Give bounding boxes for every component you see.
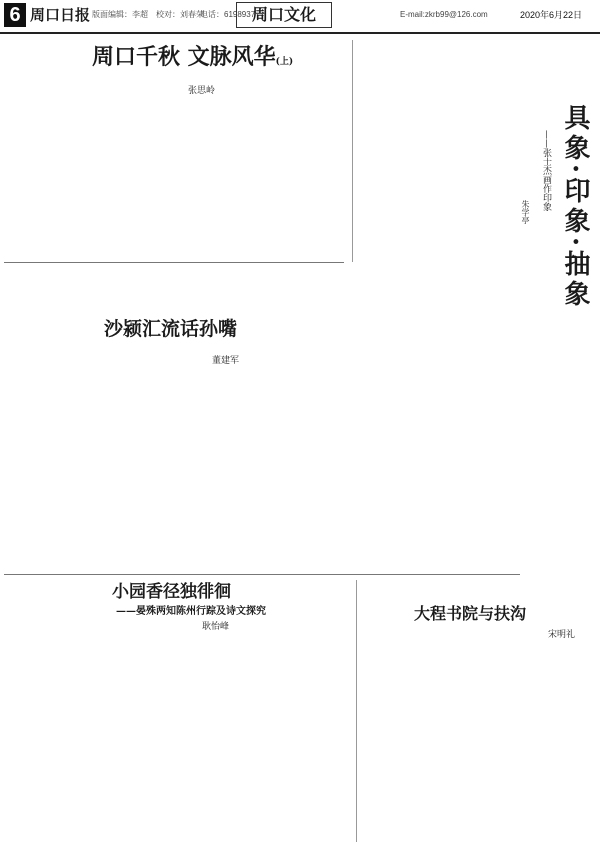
article2-title: 沙颍汇流话孙嘴 (104, 318, 238, 340)
article5-body-col2 (358, 268, 436, 568)
article2-body-col3 (178, 372, 260, 568)
divider-article5 (352, 40, 353, 262)
article5-body-col1 (358, 42, 490, 262)
article4-author: 宋明礼 (548, 630, 576, 640)
article1-title-suffix: (上) (275, 57, 294, 67)
article1-body-col2 (90, 98, 172, 256)
email-address: E-mail:zkrb99@126.com (400, 10, 488, 19)
article4-body-col3 (522, 646, 596, 842)
article3-author: 耿怡峰 (202, 622, 230, 632)
article2-author: 董建军 (212, 356, 240, 366)
phone-number: 电话：6198937 (200, 10, 256, 19)
article1-body-col1 (4, 98, 86, 256)
section-title: 周口文化 (236, 2, 332, 28)
article5-title: 具象·印象·抽象 (560, 104, 590, 311)
article3-body-col2 (92, 636, 176, 842)
page-header (0, 0, 600, 42)
header-rule (0, 32, 600, 34)
article3-body-col1 (4, 636, 88, 842)
issue-date: 2020年6月22日 (520, 10, 583, 20)
divider-article3 (356, 580, 357, 842)
article2-body-col6 (436, 268, 520, 568)
divider-article2 (4, 574, 520, 575)
article3-body-col3 (180, 636, 264, 842)
article3-subtitle: ——晏殊两知陈州行踪及诗文探究 (116, 606, 266, 617)
article1-body-col4 (262, 98, 346, 256)
article2-body-col4 (264, 268, 346, 568)
article1-author: 张思岭 (188, 86, 216, 96)
article2-body-col1 (4, 268, 88, 568)
editor-credit: 版面编辑：李超 (92, 10, 148, 19)
checker-credit: 校对：刘春荣 (156, 10, 204, 19)
divider-article1 (4, 262, 344, 263)
article2-body-col2 (92, 372, 174, 568)
article4-body-col2 (442, 646, 518, 842)
article5-subtitle: ——张士杰画作印象 (541, 130, 551, 211)
article1-body-col3 (176, 98, 258, 256)
paper-logo: 周口日报 (30, 6, 91, 24)
article3-body-col4 (268, 636, 352, 842)
article4-body-col1 (362, 646, 438, 842)
article1-title-main: 周口千秋 文脉风华 (92, 44, 276, 70)
article5-author: 朱学亭 (521, 200, 530, 224)
article1-title (92, 44, 293, 75)
article4-title: 大程书院与扶沟 (414, 604, 527, 623)
article5-body-col3 (524, 268, 596, 568)
article3-title: 小园香径独徘徊 (112, 582, 231, 602)
page-number: 6 (4, 3, 26, 27)
